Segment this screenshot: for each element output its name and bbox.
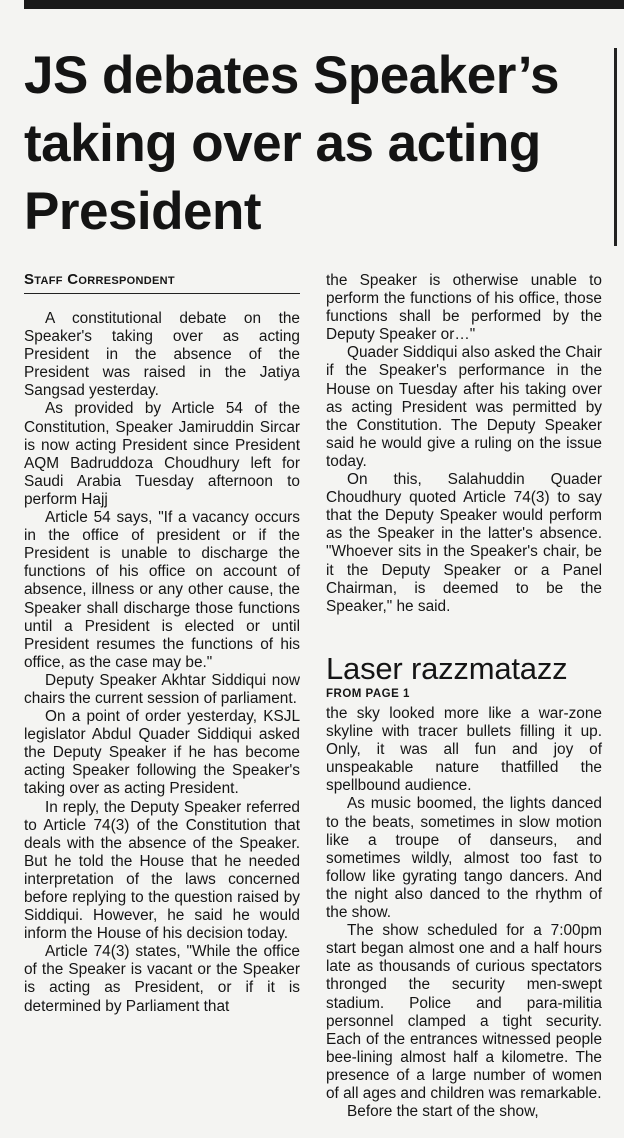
article-paragraph: On this, Salahuddin Quader Choudhury quoted Article 74(3) to say that the Deputy Speaker would perform as the Speaker in the latter's absence. "Whoever sits in the Speaker's chair, be it the Deputy Speaker or a Panel Chairman, is deemed to be the Speaker," he said. [326, 471, 602, 615]
top-rule [24, 0, 624, 9]
article-column-left [24, 310, 300, 1016]
article-paragraph: the sky looked more like a war-zone skyline with tracer bullets filling it up. Only, it was all fun and joy of unspeakable nature thatfilled the spellbound audience. [326, 705, 602, 795]
article-paragraph: Article 54 says, "If a vacancy occurs in the office of president or if the President is unable to discharge the functions of his office on account of absence, illness or any other cause, the Speaker shall discharge those functions until a President is elected or until President resumes the functions of his office, as the case may be." [24, 509, 300, 671]
article-paragraph: Before the start of the show, [347, 1103, 539, 1121]
article-paragraph: The show scheduled for a 7:00pm start began almost one and a half hours late as thousands of curious spectators thronged the security men-swept stadium. Police and para-militia personnel clamped a tight security. Each of the entrances witnessed people bee-lining almost half a kilometre. The presence of a large number of women of all ages and children was remarkable. [326, 922, 602, 1102]
article-paragraph: As music boomed, the lights danced to the beats, sometimes in slow motion like a troupe of danseurs, and sometimes wildly, almost too fast to follow like gyrating tango dancers. And the night also danced to the rhythm of the show. [326, 795, 602, 922]
article-paragraph: the Speaker is otherwise unable to perform the functions of his office, those functions shall be performed by the Deputy Speaker or…" [326, 272, 602, 344]
article-paragraph: On a point of order yesterday, KSJL legislator Abdul Quader Siddiqui asked the Deputy Speaker if he has become acting Speaker following the Speaker's taking over as acting President. [24, 708, 300, 798]
headline: JS debates Speaker’s taking over as acting President [24, 46, 560, 241]
article-paragraph: As provided by Article 54 of the Constitution, Speaker Jamiruddin Sircar is now acting President since President AQM Badruddoza Choudhury left for Saudi Arabia Tuesday afternoon to perform Hajj [24, 400, 300, 508]
article-paragraph: In reply, the Deputy Speaker referred to Article 74(3) of the Constitution that deals with the absence of the Speaker. But he told the House that he needed interpretation of the laws concerned before replying to the question raised by Siddiqui. However, he said he would inform the House of his decision today. [24, 798, 300, 943]
continuation-column [326, 705, 602, 1121]
article-column-right [326, 272, 602, 616]
byline: Staff Correspondent [24, 271, 300, 294]
article-paragraph: Quader Siddiqui also asked the Chair if the Speaker's performance in the House on Tuesday after his taking over as acting President was permitted by the Constitution. The Deputy Speaker said he would give a ruling on the issue today. [326, 344, 602, 470]
continuation-headline: Laser razzmatazz [326, 651, 568, 686]
column-rule [614, 48, 617, 246]
article-paragraph: A constitutional debate on the Speaker's taking over as acting President in the absence of the President was raised in the Jatiya Sangsad yesterday. [24, 310, 300, 400]
from-page-label: FROM PAGE 1 [326, 688, 410, 700]
article-paragraph: Deputy Speaker Akhtar Siddiqui now chairs the current session of parliament. [24, 671, 300, 707]
article-paragraph: Article 74(3) states, "While the office of the Speaker is vacant or the Speaker is acting as President, or if it is determined by Parliament that [24, 943, 300, 1015]
